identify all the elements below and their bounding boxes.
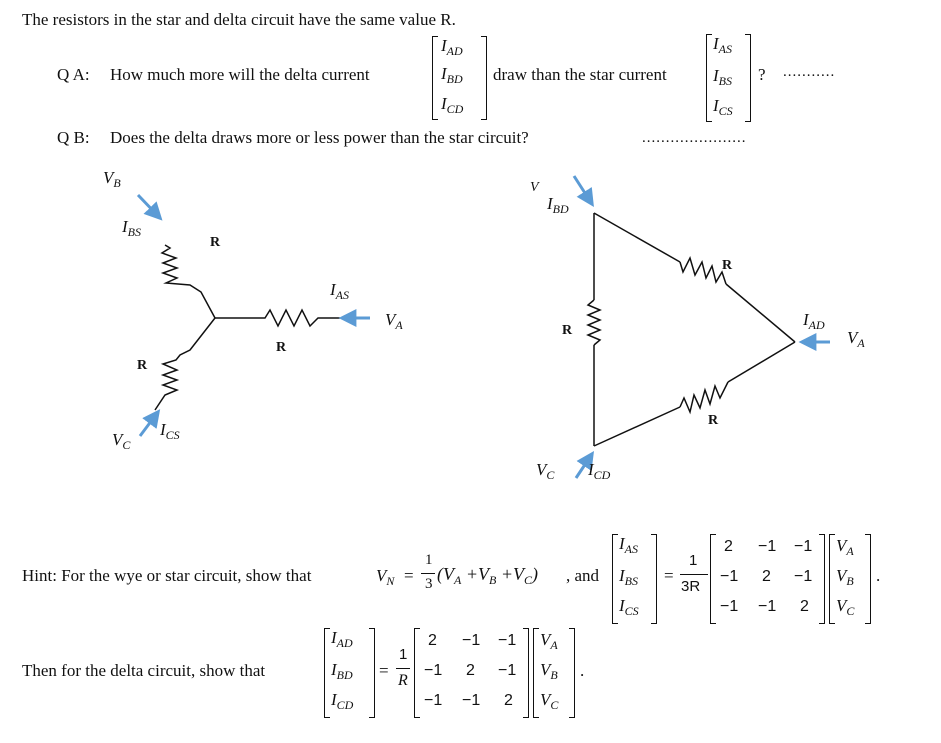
- hint-frac-num: 1: [425, 552, 433, 568]
- qb-text: Does the delta draws more or less power than the star circuit?: [110, 128, 529, 147]
- star-resistor-right: [215, 310, 340, 326]
- qa-text-before: How much more will the delta current: [110, 65, 370, 84]
- hint-prefix: Hint: For the wye or star circuit, show that: [22, 566, 312, 585]
- delta-v-top-label: V: [530, 180, 539, 195]
- hint-coef-num: 1: [689, 552, 698, 569]
- delta-r-top-right: R: [722, 258, 733, 273]
- delta-iad-label: $I_{AD}$: [803, 310, 825, 332]
- hint-end: .: [876, 566, 881, 585]
- star-va-label: $V_A$: [385, 310, 403, 332]
- delta-hint-coef-den: R: [398, 672, 408, 689]
- hint-sum: $(V_A +V_B +V_C)$: [437, 564, 539, 587]
- star-vb-label: $V_B$: [103, 168, 121, 190]
- delta-resistor-bottom-right: [680, 382, 728, 412]
- hint-equals: =: [404, 566, 414, 585]
- delta-resistor-left: [588, 300, 600, 345]
- delta-icd-label: $I_{CD}$: [588, 460, 611, 482]
- hint-frac-den: 3: [425, 576, 433, 592]
- delta-va-label: $V_A$: [847, 328, 865, 350]
- star-vc-label: $V_C$: [112, 430, 131, 452]
- intro-text: The resistors in the star and delta circuit have the same value R.: [22, 10, 456, 29]
- hint-vn: $V_N$: [376, 566, 395, 588]
- delta-hint-end: .: [580, 661, 585, 680]
- qb-label: Q B:: [57, 128, 90, 147]
- star-ibs-label: $I_{BS}$: [122, 217, 142, 239]
- ics-arrow: [140, 412, 158, 436]
- star-resistor-bottom: [155, 318, 215, 410]
- hint-and: , and: [566, 566, 600, 585]
- qa-icd: $I_{CD}$: [441, 94, 464, 116]
- qa-iad: $I_{AD}$: [441, 36, 463, 58]
- qa-ics: $I_{CS}$: [713, 96, 733, 118]
- delta-vc-label: $V_C$: [536, 460, 555, 482]
- qa-question-mark: ?: [758, 65, 766, 84]
- star-ias-label: $I_{AS}$: [330, 280, 350, 302]
- qa-answer-dots: ...........: [783, 64, 836, 80]
- star-resistor-top: [162, 245, 215, 318]
- ibs-arrow: [138, 195, 160, 218]
- qa-ias: $I_{AS}$: [713, 34, 733, 56]
- delta-r-bottom-right: R: [708, 413, 719, 428]
- star-r-bottom: R: [137, 358, 148, 373]
- delta-r-left: R: [562, 323, 573, 338]
- qa-ibd: $I_{BD}$: [441, 64, 463, 86]
- qb-answer-dots: ......................: [642, 130, 747, 146]
- qa-ibs: $I_{BS}$: [713, 66, 733, 88]
- star-r-right: R: [276, 340, 287, 355]
- hint-coef-den: 3R: [681, 578, 701, 595]
- qa-text-middle: draw than the star current: [493, 65, 667, 84]
- delta-resistor-top-right: [680, 258, 726, 284]
- delta-ibd-label: $I_{BD}$: [547, 194, 569, 216]
- delta-hint-prefix: Then for the delta circuit, show that: [22, 661, 266, 680]
- ibd-arrow: [574, 176, 592, 204]
- star-ics-label: $I_{CS}$: [160, 420, 180, 442]
- star-r-top: R: [210, 235, 221, 250]
- qa-label: Q A:: [57, 65, 90, 84]
- delta-hint-coef-num: 1: [399, 646, 408, 663]
